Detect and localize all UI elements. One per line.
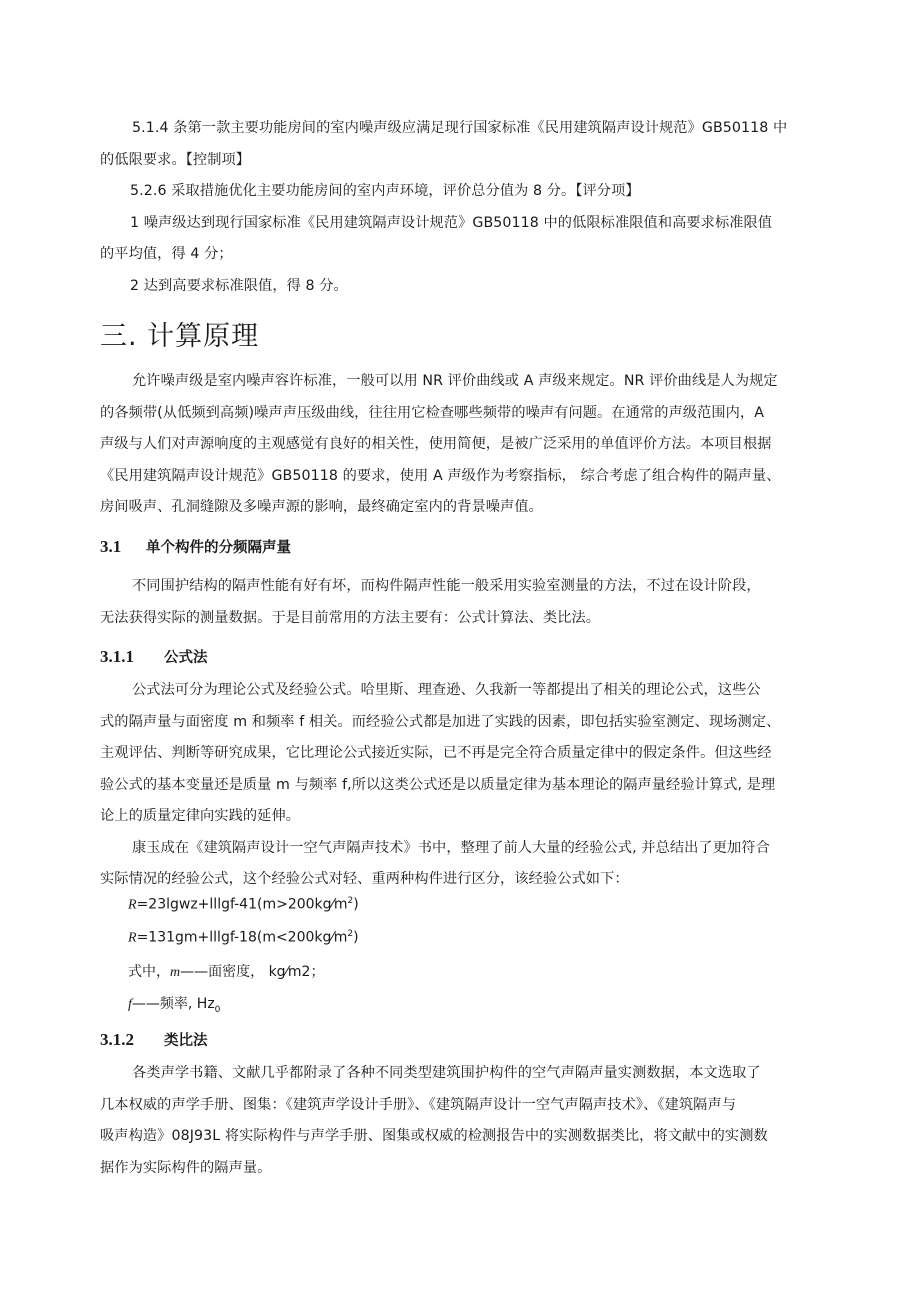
text-line: 1 噪声级达到现行国家标准《民用建筑隔声设计规范》GB50118 中的低限标准限值和高要求标准限值 — [130, 214, 773, 231]
text-line: 无法获得实际的测量数据。于是目前常用的方法主要有：公式计算法、类比法。 — [100, 609, 601, 626]
text-line: 各类声学书籍、文献几乎都附录了各种不同类型建筑围护构件的空气声隔声量实测数据，本文选取了 — [132, 1065, 761, 1081]
text-line: 5.1.4 条第一款主要功能房间的室内噪声级应满足现行国家标准《民用建筑隔声设计规范》GB50118 中 — [132, 120, 788, 136]
section-heading-3-1-1 — [100, 646, 208, 667]
text-line: 主观评估、判断等研究成果，它比理论公式接近实际，已不再是完全符合质量定律中的假定条件。但这些经 — [100, 745, 772, 761]
formula-legend-m: 式中，m——面密度， kg⁄m2； — [128, 964, 325, 980]
text-line: 《民用建筑隔声设计规范》GB50118 的要求，使用 A 声级作为考察指标， 综合考虑了组合构件的隔声量、 — [100, 467, 781, 484]
text-line: 吸声构造》08J93L 将实际构件与声学手册、图集或权威的检测报告中的实测数据类比，将文献中的实测数 — [100, 1128, 768, 1144]
text-line: 的低限要求。【控制项】 — [100, 151, 251, 168]
text-line: 的各频带(从低频到高频)噪声声压级曲线，往往用它检查哪些频带的噪声有问题。在通常的声级范围内，A — [100, 404, 765, 421]
section-3-1-2-body — [100, 1058, 826, 1184]
text-line: 房间吸声、孔洞缝隙及多噪声源的影响，最终确定室内的背景噪声值。 — [100, 499, 543, 515]
text-line: 不同围护结构的隔声性能有好有坏，而构件隔声性能一般采用实验室测量的方法，不过在设计阶段， — [132, 578, 761, 594]
section-3-1-1-body — [100, 675, 826, 896]
section-heading-3-1 — [100, 536, 291, 557]
text-line: 论上的质量定律向实践的延伸。 — [100, 808, 301, 824]
section-number: 3.1.2 — [100, 1030, 134, 1049]
chapter-title: 三. 计算原理 — [100, 321, 260, 352]
text-line: 实际情况的经验公式，这个经验公式对轻、重两种构件进行区分，该经验公式如下： — [100, 871, 629, 887]
text-line: 验公式的基本变量还是质量 m 与频率 f,所以这类公式还是以质量定律为基本理论的隔声量经验计算式, 是理 — [100, 776, 776, 793]
text-line: 康玉成在《建筑隔声设计一空气声隔声技术》书中，整理了前人大量的经验公式, 并总结出了更加符合 — [132, 839, 770, 856]
section-title: 类比法 — [164, 1033, 208, 1049]
chapter-intro — [100, 366, 826, 524]
section-number: 3.1.1 — [100, 647, 134, 666]
clause-5-2-6 — [100, 176, 826, 302]
formula-legend-f: f——频率, $Hz_0$ — [128, 996, 221, 1015]
text-line: 据作为实际构件的隔声量。 — [100, 1159, 272, 1176]
text-line: 声级与人们对声源响度的主观感觉有良好的相关性，使用简便，是被广泛采用的单值评价方法。本项目根据 — [100, 436, 772, 452]
text-line: 的平均值，得 4 分； — [100, 246, 233, 262]
text-line: 允许噪声级是室内噪声容许标准，一般可以用 NR 评价曲线或 A 声级来规定。NR 评价曲线是人为规定 — [132, 373, 778, 389]
text-line: 式的隔声量与面密度 m 和频率 f 相关。而经验公式都是加进了实践的因素，即包括实验室测定、现场测定、 — [100, 713, 781, 730]
section-title: 公式法 — [164, 650, 208, 666]
section-title: 单个构件的分频隔声量 — [146, 540, 291, 556]
text-line: 5.2.6 采取措施优化主要功能房间的室内声环境，评价总分值为 8 分。【评分项】 — [130, 183, 640, 199]
clause-5-1-4 — [100, 113, 826, 176]
section-3-1-body — [100, 571, 826, 634]
formula-heavy-component: $R=23lgwz+lllgf-41(m>200kg⁄m^2)$ — [128, 896, 359, 913]
text-line: 2 达到高要求标准限值，得 8 分。 — [130, 277, 348, 294]
section-heading-3-1-2 — [100, 1029, 208, 1050]
formula-light-component: $R=131gm+lllgf-18(m<200kg⁄m^2)$ — [128, 929, 359, 946]
section-number: 3.1 — [100, 537, 122, 556]
text-line: 公式法可分为理论公式及经验公式。哈里斯、理查逊、久我新一等都提出了相关的理论公式，这些公 — [132, 682, 761, 698]
text-line: 几本权威的声学手册、图集：《建筑声学设计手册》、《建筑隔声设计一空气声隔声技术》、《建筑隔声与 — [100, 1096, 737, 1113]
